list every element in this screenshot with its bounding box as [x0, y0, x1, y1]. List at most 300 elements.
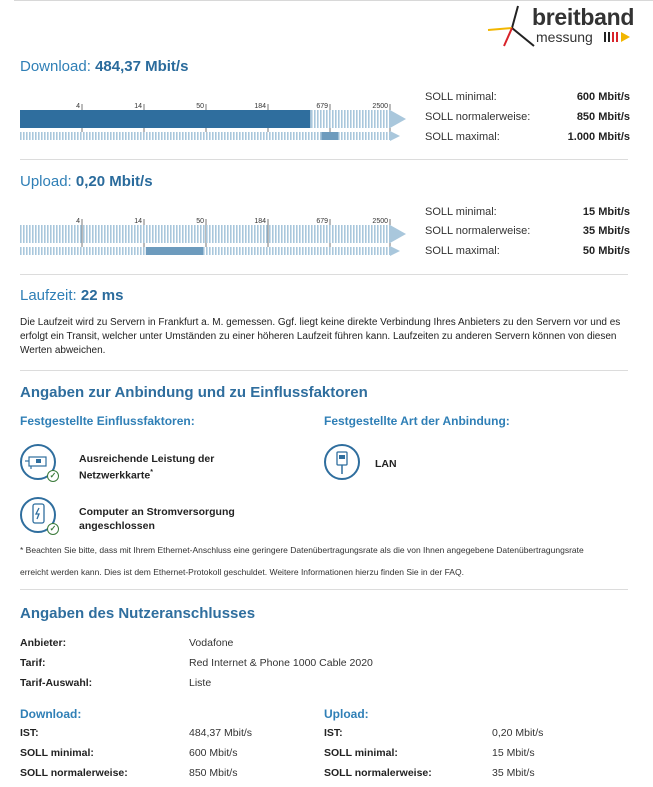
measured-bar-background-stripe — [116, 225, 118, 243]
soll-bar-background-stripe — [380, 247, 382, 255]
soll-bar-background-stripe — [251, 132, 253, 140]
soll-bar-background-stripe — [284, 132, 286, 140]
soll-bar-background-stripe — [146, 132, 148, 140]
measured-bar-background-stripe — [308, 225, 310, 243]
soll-bar-background-stripe — [260, 247, 262, 255]
logo-text-messung: messung — [536, 29, 593, 45]
soll-bar-background-stripe — [374, 132, 376, 140]
measured-bar-background-stripe — [200, 225, 202, 243]
soll-bar-background-stripe — [257, 247, 259, 255]
bar-arrow-icon — [390, 131, 400, 141]
soll-bar-background-stripe — [143, 247, 145, 255]
soll-bar-background-stripe — [59, 247, 61, 255]
measured-bar-background-stripe — [218, 225, 220, 243]
upload-soll-max-value: 50 Mbit/s — [582, 245, 630, 257]
measured-bar-background-stripe — [80, 225, 82, 243]
measured-bar-background-stripe — [146, 225, 148, 243]
soll-bar-background-stripe — [341, 132, 343, 140]
soll-bar-background — [20, 247, 391, 255]
soll-bar-background-stripe — [377, 247, 379, 255]
soll-bar-background-stripe — [233, 132, 235, 140]
measured-bar-background-stripe — [350, 110, 352, 128]
soll-bar-background-stripe — [305, 132, 307, 140]
soll-bar-background-stripe — [104, 247, 106, 255]
measured-bar-background-stripe — [122, 225, 124, 243]
soll-bar-background-stripe — [278, 132, 280, 140]
soll-bar-background-stripe — [233, 247, 235, 255]
measured-bar-background-stripe — [248, 225, 250, 243]
soll-bar-background-stripe — [329, 247, 331, 255]
soll-bar-background-stripe — [218, 247, 220, 255]
soll-bar-background-stripe — [275, 247, 277, 255]
measured-bar-background-stripe — [320, 225, 322, 243]
measured-bar-background-stripe — [236, 225, 238, 243]
measured-bar-background-stripe — [380, 225, 382, 243]
soll-bar-background-stripe — [344, 132, 346, 140]
soll-bar-background-stripe — [191, 132, 193, 140]
soll-bar-background-stripe — [356, 247, 358, 255]
measured-bar-background-stripe — [62, 225, 64, 243]
measured-bar-background-stripe — [362, 225, 364, 243]
measured-bar-background-stripe — [278, 225, 280, 243]
upload-soll-min-row-value: 15 Mbit/s — [492, 747, 535, 759]
measured-bar-background-stripe — [209, 225, 211, 243]
soll-bar-background-stripe — [371, 132, 373, 140]
lan-cable-icon — [324, 444, 360, 480]
measured-bar-background-stripe — [386, 225, 388, 243]
download-soll-min-row-value: 600 Mbit/s — [189, 747, 238, 759]
soll-bar-background-stripe — [383, 247, 385, 255]
soll-bar-background-stripe — [35, 132, 37, 140]
soll-bar-background-stripe — [56, 247, 58, 255]
measured-bar-background-stripe — [320, 110, 322, 128]
upload-soll-normal-row-value: 35 Mbit/s — [492, 767, 535, 779]
measured-bar-background-stripe — [362, 110, 364, 128]
soll-bar-background-stripe — [314, 132, 316, 140]
measured-bar-background-stripe — [125, 225, 127, 243]
upload-speed-bar — [20, 213, 410, 263]
measured-bar-background-stripe — [182, 225, 184, 243]
soll-bar-background-stripe — [35, 247, 37, 255]
soll-bar-background-stripe — [68, 132, 70, 140]
measured-bar-background-stripe — [191, 225, 193, 243]
measured-bar-fill — [20, 110, 310, 128]
soll-bar-background-stripe — [80, 132, 82, 140]
soll-bar-background-stripe — [122, 247, 124, 255]
upload-bar-svg — [20, 213, 410, 263]
footnote-marker: * — [150, 469, 153, 476]
soll-bar-background-stripe — [383, 132, 385, 140]
soll-bar-background-stripe — [101, 132, 103, 140]
upload-soll-max-label: SOLL maximal: — [425, 245, 500, 257]
soll-bar-background-stripe — [248, 247, 250, 255]
measured-bar-background-stripe — [311, 110, 313, 128]
soll-bar-background-stripe — [131, 132, 133, 140]
scale-tick-label: 679 — [316, 103, 328, 110]
soll-bar-background-stripe — [311, 247, 313, 255]
soll-bar-background-stripe — [254, 247, 256, 255]
soll-bar-background-stripe — [47, 132, 49, 140]
soll-bar-background-stripe — [266, 247, 268, 255]
ethernet-footnote-line2: erreicht werden kann. Dies ist dem Ethernet-Protokoll geschuldet. Weitere Informationen hierzu finden Sie in der FAQ. — [20, 567, 464, 577]
soll-bar-background-stripe — [53, 247, 55, 255]
measured-bar-background-stripe — [212, 225, 214, 243]
soll-bar-background-stripe — [20, 132, 22, 140]
measured-bar-background-stripe — [314, 110, 316, 128]
soll-bar-background-stripe — [161, 132, 163, 140]
soll-bar-background-stripe — [314, 247, 316, 255]
scale-tick-label: 14 — [134, 103, 142, 110]
connection-title: Angaben zur Anbindung und zu Einflussfaktoren — [20, 384, 368, 401]
soll-bar-background-stripe — [29, 247, 31, 255]
measured-bar-background-stripe — [296, 225, 298, 243]
measured-bar-background-stripe — [269, 225, 271, 243]
soll-bar-background-stripe — [26, 132, 28, 140]
download-soll-normal-row-value: 850 Mbit/s — [189, 767, 238, 779]
soll-bar-background-stripe — [140, 132, 142, 140]
soll-bar-background-stripe — [362, 247, 364, 255]
measured-bar-background-stripe — [284, 225, 286, 243]
soll-bar-background-stripe — [269, 247, 271, 255]
soll-bar-background-stripe — [293, 247, 295, 255]
measured-bar-background-stripe — [26, 225, 28, 243]
soll-bar-background-stripe — [302, 247, 304, 255]
soll-bar-background-stripe — [83, 132, 85, 140]
user-download-title: Download: — [20, 707, 82, 721]
soll-bar-background-stripe — [221, 132, 223, 140]
measured-bar-background-stripe — [89, 225, 91, 243]
measured-bar-background-stripe — [359, 225, 361, 243]
measured-bar-background-stripe — [323, 225, 325, 243]
soll-bar-background-stripe — [308, 247, 310, 255]
soll-bar-background-stripe — [50, 132, 52, 140]
measured-bar-background-stripe — [35, 225, 37, 243]
soll-bar-background-stripe — [359, 247, 361, 255]
soll-bar-background-stripe — [95, 247, 97, 255]
soll-bar-background-stripe — [80, 247, 82, 255]
soll-bar-background-stripe — [353, 247, 355, 255]
divider — [20, 370, 628, 371]
soll-bar-background-stripe — [209, 247, 211, 255]
soll-bar-background-stripe — [344, 247, 346, 255]
soll-bar-background-stripe — [281, 247, 283, 255]
soll-bar-background-stripe — [239, 132, 241, 140]
measured-bar-background-stripe — [383, 225, 385, 243]
soll-bar-background-stripe — [254, 132, 256, 140]
soll-bar-background-stripe — [77, 132, 79, 140]
upload-label: Upload: — [20, 173, 72, 190]
soll-bar-background-stripe — [332, 247, 334, 255]
soll-bar-background-stripe — [29, 132, 31, 140]
soll-bar-background-stripe — [128, 247, 130, 255]
download-value: 484,37 Mbit/s — [95, 58, 189, 75]
factor-network-card-line1: Ausreichende Leistung der — [79, 453, 215, 465]
measured-bar-background-stripe — [326, 110, 328, 128]
measured-bar-background-stripe — [314, 225, 316, 243]
upload-soll-normal-label: SOLL normalerweise: — [425, 225, 531, 237]
measured-bar-background-stripe — [344, 110, 346, 128]
measured-bar-background-stripe — [260, 225, 262, 243]
soll-bar-background-stripe — [89, 247, 91, 255]
soll-bar-background-stripe — [77, 247, 79, 255]
measured-bar-background-stripe — [251, 225, 253, 243]
measured-bar-background-stripe — [158, 225, 160, 243]
measured-bar-background-stripe — [206, 225, 208, 243]
soll-bar-background-stripe — [167, 132, 169, 140]
ethernet-footnote — [20, 539, 630, 583]
soll-bar-background-stripe — [302, 132, 304, 140]
measured-bar-background-stripe — [353, 110, 355, 128]
measured-bar-background-stripe — [56, 225, 58, 243]
measured-bar-background-stripe — [59, 225, 61, 243]
soll-bar-background-stripe — [269, 132, 271, 140]
soll-bar-background-stripe — [284, 247, 286, 255]
measured-bar-background-stripe — [305, 225, 307, 243]
soll-bar-background-stripe — [128, 132, 130, 140]
soll-bar-background-stripe — [176, 132, 178, 140]
soll-bar-background-stripe — [230, 132, 232, 140]
soll-bar-background-stripe — [296, 132, 298, 140]
measured-bar-background-stripe — [239, 225, 241, 243]
measured-bar-background-stripe — [131, 225, 133, 243]
soll-bar-background-stripe — [59, 132, 61, 140]
soll-bar-background-stripe — [275, 132, 277, 140]
soll-bar-background-stripe — [290, 247, 292, 255]
measured-bar-background-stripe — [77, 225, 79, 243]
measured-bar-background-stripe — [371, 110, 373, 128]
soll-bar-background-stripe — [158, 132, 160, 140]
measured-bar-background-stripe — [155, 225, 157, 243]
soll-bar-background-stripe — [317, 132, 319, 140]
soll-bar-background-stripe — [203, 132, 205, 140]
measured-bar-background-stripe — [365, 110, 367, 128]
soll-bar-background-stripe — [230, 247, 232, 255]
soll-bar-background-stripe — [53, 132, 55, 140]
user-upload-title: Upload: — [324, 707, 369, 721]
soll-bar-background-stripe — [215, 247, 217, 255]
soll-bar-background-stripe — [362, 132, 364, 140]
soll-bar-background-stripe — [248, 132, 250, 140]
measured-bar-background-stripe — [338, 110, 340, 128]
soll-bar-background-stripe — [281, 132, 283, 140]
measured-bar-background-stripe — [44, 225, 46, 243]
measured-bar-background-stripe — [329, 110, 331, 128]
measured-bar-background-stripe — [368, 110, 370, 128]
soll-bar-background-stripe — [338, 247, 340, 255]
measured-bar-background-stripe — [347, 110, 349, 128]
soll-bar-background-stripe — [188, 132, 190, 140]
soll-bar-background-stripe — [287, 132, 289, 140]
measured-bar-background-stripe — [290, 225, 292, 243]
measured-bar-background-stripe — [326, 225, 328, 243]
soll-bar-background-stripe — [353, 132, 355, 140]
soll-bar-background-stripe — [134, 247, 136, 255]
measured-bar-background-stripe — [41, 225, 43, 243]
soll-bar-background-stripe — [110, 132, 112, 140]
measured-bar-background-stripe — [20, 225, 22, 243]
soll-bar-background-stripe — [386, 247, 388, 255]
measured-bar-background-stripe — [299, 225, 301, 243]
measured-bar-background-stripe — [92, 225, 94, 243]
measured-bar-background-stripe — [323, 110, 325, 128]
soll-bar-background-stripe — [44, 247, 46, 255]
soll-bar-background-stripe — [386, 132, 388, 140]
measured-bar-background-stripe — [374, 110, 376, 128]
soll-bar-background-stripe — [317, 247, 319, 255]
upload-soll-normal-row-label: SOLL normalerweise: — [324, 767, 432, 779]
soll-bar-background-stripe — [38, 247, 40, 255]
measured-bar-background-stripe — [167, 225, 169, 243]
measured-bar-background-stripe — [179, 225, 181, 243]
soll-bar-background-stripe — [311, 132, 313, 140]
download-soll-normal-row-label: SOLL normalerweise: — [20, 767, 128, 779]
logo-swoosh-icon — [478, 2, 538, 54]
soll-bar-background-stripe — [320, 132, 322, 140]
measured-bar-background-stripe — [47, 225, 49, 243]
check-icon: ✓ — [47, 470, 59, 482]
soll-bar-background-stripe — [98, 247, 100, 255]
soll-bar-background-stripe — [215, 132, 217, 140]
soll-bar-background-stripe — [368, 132, 370, 140]
measured-bar-background-stripe — [95, 225, 97, 243]
soll-bar-background-stripe — [95, 132, 97, 140]
measured-bar-background-stripe — [29, 225, 31, 243]
soll-bar-background-stripe — [377, 132, 379, 140]
soll-bar-background-stripe — [104, 132, 106, 140]
scale-tick-label: 2500 — [372, 218, 388, 225]
measured-bar-background-stripe — [365, 225, 367, 243]
soll-bar-background-stripe — [320, 247, 322, 255]
measured-bar-background-stripe — [176, 225, 178, 243]
soll-bar-background-stripe — [374, 247, 376, 255]
soll-bar-background-stripe — [236, 132, 238, 140]
soll-bar-background-stripe — [110, 247, 112, 255]
soll-bar-background-stripe — [50, 247, 52, 255]
measured-bar-background-stripe — [161, 225, 163, 243]
soll-bar-background-stripe — [212, 247, 214, 255]
soll-bar-background-stripe — [287, 247, 289, 255]
factor-power-supply-line2: angeschlossen — [79, 520, 155, 532]
soll-bar-background-stripe — [92, 247, 94, 255]
soll-bar-background-stripe — [308, 132, 310, 140]
measured-bar-background-stripe — [353, 225, 355, 243]
measured-bar-background-stripe — [332, 110, 334, 128]
soll-bar-background-stripe — [200, 132, 202, 140]
soll-bar-background-stripe — [170, 132, 172, 140]
soll-bar-background-stripe — [113, 132, 115, 140]
measured-bar-background-stripe — [185, 225, 187, 243]
download-ist-value: 484,37 Mbit/s — [189, 727, 253, 739]
soll-bar-background-stripe — [116, 132, 118, 140]
soll-bar-background-stripe — [206, 247, 208, 255]
soll-range-fill — [146, 247, 203, 255]
measured-bar-background-stripe — [164, 225, 166, 243]
download-soll-max-value: 1.000 Mbit/s — [567, 131, 630, 143]
scale-tick-label: 184 — [254, 218, 266, 225]
factor-network-card — [79, 452, 214, 483]
soll-bar-background-stripe — [92, 132, 94, 140]
measured-bar-background-stripe — [341, 225, 343, 243]
measured-bar-background-stripe — [257, 225, 259, 243]
soll-bar-background-stripe — [125, 132, 127, 140]
soll-bar-background-stripe — [242, 132, 244, 140]
soll-bar-background-stripe — [47, 247, 49, 255]
soll-bar-background-stripe — [185, 132, 187, 140]
measured-bar-background-stripe — [119, 225, 121, 243]
measured-bar-background — [20, 225, 391, 243]
soll-bar-background-stripe — [227, 247, 229, 255]
measured-bar-background-stripe — [23, 225, 25, 243]
measured-bar-background-stripe — [71, 225, 73, 243]
soll-bar-background-stripe — [26, 247, 28, 255]
measured-bar-background-stripe — [368, 225, 370, 243]
logo-bars-icon — [604, 32, 634, 42]
measured-bar-background-stripe — [359, 110, 361, 128]
measured-bar-background-stripe — [203, 225, 205, 243]
soll-bar-background-stripe — [299, 132, 301, 140]
upload-soll-min-value: 15 Mbit/s — [582, 206, 630, 218]
soll-bar-background-stripe — [137, 247, 139, 255]
measured-bar-background-stripe — [263, 225, 265, 243]
soll-bar-background-stripe — [71, 247, 73, 255]
user-connection-title: Angaben des Nutzeranschlusses — [20, 605, 256, 622]
soll-bar-background-stripe — [41, 247, 43, 255]
bar-arrow-icon — [390, 110, 406, 128]
download-ist-label: IST: — [20, 727, 39, 739]
soll-bar-background-stripe — [368, 247, 370, 255]
soll-bar-background-stripe — [173, 132, 175, 140]
soll-bar-background-stripe — [335, 247, 337, 255]
network-card-icon — [20, 444, 56, 480]
measured-bar-background-stripe — [65, 225, 67, 243]
factors-title: Festgestellte Einflussfaktoren: — [20, 414, 195, 428]
bar-arrow-icon — [390, 246, 400, 256]
measured-bar-background-stripe — [341, 110, 343, 128]
soll-bar-background-stripe — [278, 247, 280, 255]
soll-bar-background-stripe — [65, 132, 67, 140]
measured-bar-background-stripe — [302, 225, 304, 243]
measured-bar-background-stripe — [254, 225, 256, 243]
soll-bar-background-stripe — [32, 247, 34, 255]
soll-bar-background-stripe — [245, 247, 247, 255]
soll-bar-background-stripe — [257, 132, 259, 140]
soll-bar-background-stripe — [371, 247, 373, 255]
soll-bar-background-stripe — [203, 247, 205, 255]
soll-bar-background-stripe — [20, 247, 22, 255]
soll-bar-background-stripe — [23, 132, 25, 140]
soll-bar-background-stripe — [245, 132, 247, 140]
measured-bar-background-stripe — [140, 225, 142, 243]
bar-arrow-icon — [390, 225, 406, 243]
measured-bar-background-stripe — [83, 225, 85, 243]
measured-bar-background-stripe — [329, 225, 331, 243]
check-icon: ✓ — [47, 523, 59, 535]
measured-bar-background-stripe — [53, 225, 55, 243]
download-soll-min-value: 600 Mbit/s — [576, 91, 630, 103]
soll-bar-background-stripe — [341, 247, 343, 255]
measured-bar-background-stripe — [332, 225, 334, 243]
scale-tick-label: 4 — [76, 218, 80, 225]
soll-bar-background-stripe — [62, 132, 64, 140]
provider-value: Vodafone — [189, 637, 234, 649]
measured-bar-background-stripe — [272, 225, 274, 243]
soll-bar-background-stripe — [83, 247, 85, 255]
factor-network-card-line2 — [79, 466, 214, 483]
upload-soll-min-row-label: SOLL minimal: — [324, 747, 398, 759]
scale-tick-label: 50 — [196, 103, 204, 110]
ethernet-footnote-line1: * Beachten Sie bitte, dass mit Ihrem Ethernet-Anschluss eine geringere Datenübertragungsrate als die von Ihnen angegebene Datenübertragungsrate — [20, 545, 584, 555]
soll-bar-background-stripe — [125, 247, 127, 255]
